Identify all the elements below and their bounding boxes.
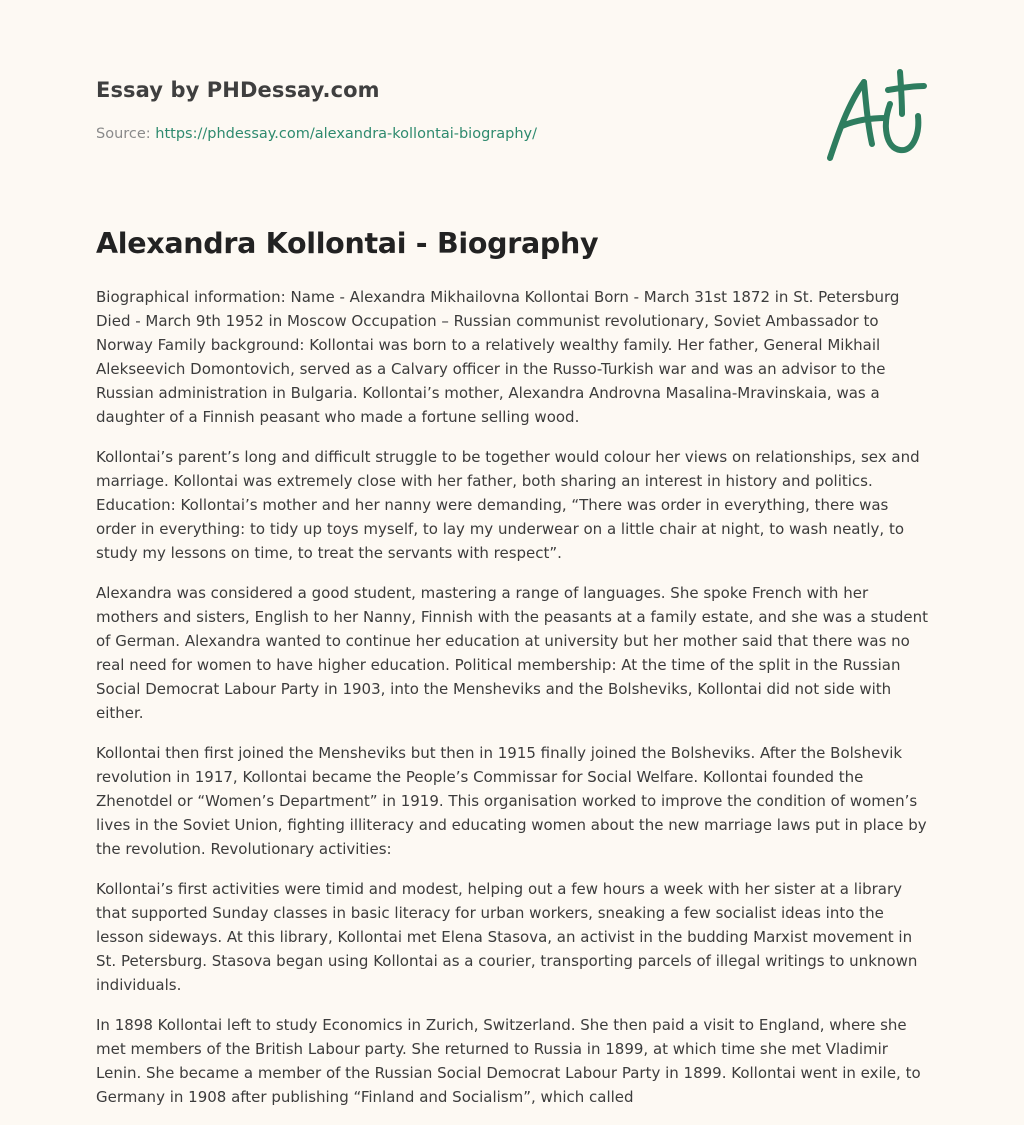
essay-paragraph: Kollontai then first joined the Mensheviks but then in 1915 finally joined the Bolsheviks. After the Bolshevik revolution in 1917, Kollontai became the People’s Commissar for Social Welfare. Kollontai founded the Zhenotdel or “Women’s Department” in 1919. This organisation worked to improve the condition of women’s lives in the Soviet Union, fighting illiteracy and educating women about the new marriage laws put in place by the revolution. Revolutionary activities: [96, 744, 927, 858]
site-title: Essay by PHDessay.com [96, 78, 380, 102]
essay-paragraph: Alexandra was considered a good student, mastering a range of languages. She spoke French with her mothers and sisters, English to her Nanny, Finnish with the peasants at a family estate, and she was a student of German. Alexandra wanted to continue her education at university but her mother said that there was no real need for women to have higher education. Political membership: At the time of the split in the Russian Social Democrat Labour Party in 1903, into the Mensheviks and the Bolsheviks, Kollontai did not side with either. [96, 584, 928, 722]
source-label: Source: [96, 126, 156, 142]
source-link[interactable]: https://phdessay.com/alexandra-kollontai-biography/ [155, 126, 537, 142]
essay-paragraph: Biographical information: Name - Alexandra Mikhailovna Kollontai Born - March 31st 1872 in St. Petersburg Died - March 9th 1952 in Moscow Occupation – Russian communist revolutionary, Soviet Ambassador to Norway Family background: Kollontai was born to a relatively wealthy family. Her father, General Mikhail Alekseevich Domontovich, served as a Calvary officer in the Russo-Turkish war and was an advisor to the Russian administration in Bulgaria. Kollontai’s mother, Alexandra Androvna Masalina-Mravinskaia, was a daughter of a Finnish peasant who made a fortune selling wood. [96, 288, 900, 426]
source-line [96, 124, 796, 144]
essay-paragraph: In 1898 Kollontai left to study Economics in Zurich, Switzerland. She then paid a visit to England, where she met members of the British Labour party. She returned to Russia in 1899, at which time she met Vladimir Lenin. She became a member of the Russian Social Democrat Labour Party in 1899. Kollontai went in exile, to Germany in 1908 after publishing “Finland and Socialism”, which called [96, 1016, 921, 1106]
essay-title: Alexandra Kollontai - Biography [96, 227, 599, 260]
essay-body [96, 285, 930, 1125]
essay-paragraph: Kollontai’s parent’s long and difficult struggle to be together would colour her views on relationships, sex and marriage. Kollontai was extremely close with her father, both sharing an interest in history and politics. Education: Kollontai’s mother and her nanny were demanding, “There was order in everything, there was order in everything: to tidy up toys myself, to lay my underwear on a little chair at night, to wash neatly, to study my lessons on time, to treat the servants with respect”. [96, 448, 920, 562]
a-plus-logo-icon [820, 64, 930, 168]
page-header [96, 76, 796, 144]
essay-paragraph: Kollontai’s first activities were timid and modest, helping out a few hours a week with her sister at a library that supported Sunday classes in basic literacy for urban workers, sneaking a few socialist ideas into the lesson sideways. At this library, Kollontai met Elena Stasova, an activist in the budding Marxist movement in St. Petersburg. Stasova began using Kollontai as a courier, transporting parcels of illegal writings to unknown individuals. [96, 880, 918, 994]
